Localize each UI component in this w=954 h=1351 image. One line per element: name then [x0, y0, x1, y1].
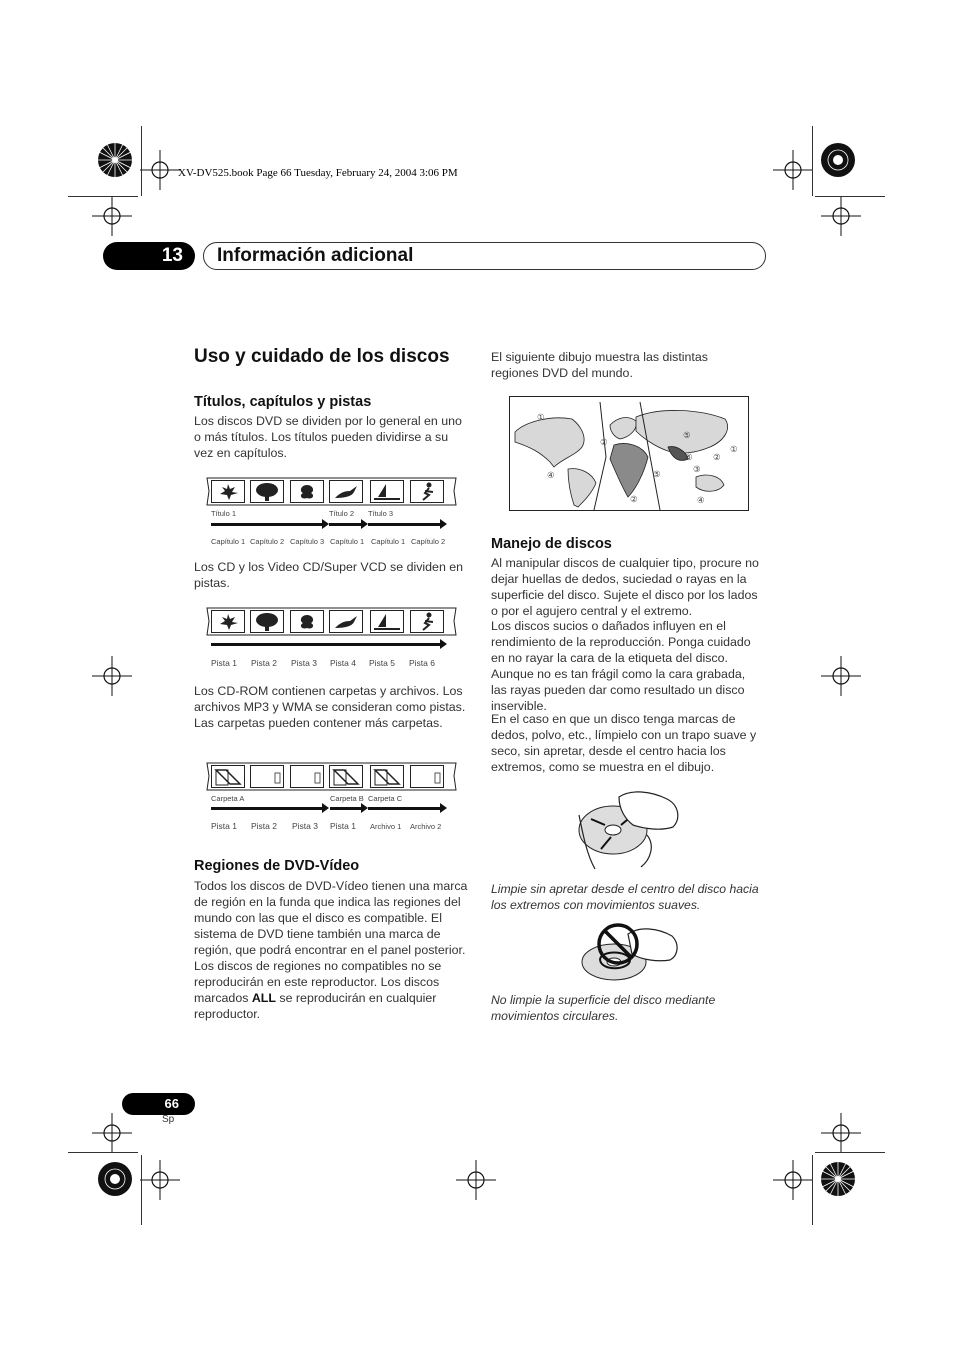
regions-text: Todos los discos de DVD-Vídeo tienen una marca de región en la funda que indica las regiones del mundo con las que el disco es compatible. El sistema de DVD tiene también una marca de región, que podrá encontrar en el panel posterior. Los discos de regiones no compatibles no se reproducirán en este reproductor. Los discos marcados ALL se reproducirán en cualquier reproductor. [194, 879, 468, 1021]
region-number: ③ [693, 464, 701, 474]
cdrom-film-strip [205, 762, 458, 791]
title-label: Título 3 [368, 509, 394, 518]
crop-line [815, 196, 885, 197]
titles-heading: Títulos, capítulos y pistas [194, 394, 372, 410]
titles-text: Los discos DVD se dividen por lo general en uno o más títulos. Los títulos pueden dividirse a su vez en capítulos. [194, 414, 462, 460]
crosshair-mark-3 [92, 196, 132, 236]
handling-paragraph-3: En el caso en que un disco tenga marcas de dedos, polvo, etc., límpielo con un trapo suave y seco, sin apretar, desde el centro hacia los extremos, como se muestra en el dibujo. [491, 712, 757, 774]
handling-paragraph-1: Al manipular discos de cualquier tipo, procure no dejar huellas de dedos, suciedad o rayas en la superficie del disco. Sujete el disco por los lados o por el agujero central y el extremo. [491, 556, 759, 618]
disc-cleaning-incorrect-illustration [578, 922, 682, 986]
chapter-label: Capítulo 2 [411, 537, 446, 546]
file-image-icon [410, 765, 444, 788]
region-number: ⑤ [653, 469, 661, 479]
registration-mark-bottom-right [818, 1159, 858, 1199]
region-number: ⑥ [685, 452, 693, 462]
leaf-image-icon [211, 610, 245, 633]
page-language: Sp [162, 1114, 175, 1125]
handling-paragraph-2: Los discos sucios o dañados influyen en el rendimiento de la reproducción. Ponga cuidado en no rayar la cara de la etiqueta del disco. Aunque no es tan frágil como la cara grabada, las rayas pueden dar como resultado un disco inservible. [491, 619, 751, 713]
crosshair-mark-7 [92, 1113, 132, 1153]
skater-image-icon [410, 480, 444, 503]
caption-incorrect: No limpie la superficie del disco mediante movimientos circulares. [491, 993, 716, 1023]
windsurf-image-icon [370, 610, 404, 633]
tree-image-icon [250, 610, 284, 633]
folder-image-icon [211, 765, 245, 788]
crop-line [68, 196, 138, 197]
title-1-arrow [211, 523, 323, 526]
leaf-image-icon [211, 480, 245, 503]
folder-label: Carpeta A [211, 794, 245, 803]
registration-mark-top-right [818, 140, 858, 180]
chapter-label: Capítulo 1 [371, 537, 406, 546]
cd-text: Los CD y los Video CD/Super VCD se dividen en pistas. [194, 560, 464, 590]
region-number: ② [713, 452, 721, 462]
track-label: Pista 1 [211, 658, 237, 668]
tree-image-icon [250, 480, 284, 503]
chapter-number: 13 [103, 242, 195, 270]
region-number: ④ [547, 470, 555, 480]
file-image-icon [290, 765, 324, 788]
crosshair-mark-4 [821, 196, 861, 236]
crop-line [141, 126, 142, 196]
registration-mark-bottom-left [95, 1159, 135, 1199]
crosshair-mark-11 [773, 1160, 813, 1200]
disc-cleaning-correct-illustration [575, 785, 685, 870]
title-3-arrow [368, 523, 441, 526]
region-number: ① [730, 444, 738, 454]
windsurf-image-icon [370, 480, 404, 503]
bird-image-icon [329, 480, 363, 503]
registration-mark-top-left [95, 140, 135, 180]
file-label: Pista 3 [292, 821, 318, 831]
chapter-label: Capítulo 3 [290, 537, 325, 546]
folder-b-arrow [330, 807, 362, 810]
track-label: Pista 3 [291, 658, 317, 668]
page-number: 66 [122, 1093, 195, 1115]
chapter-label: Capítulo 1 [330, 537, 365, 546]
dvd-region-map [509, 396, 749, 511]
track-label: Pista 6 [409, 658, 435, 668]
section-title: Uso y cuidado de los discos [194, 346, 450, 367]
file-label: Archivo 1 [370, 822, 402, 831]
skater-image-icon [410, 610, 444, 633]
flower-image-icon [290, 610, 324, 633]
file-label: Archivo 2 [410, 822, 442, 831]
crop-line [141, 1155, 142, 1225]
folder-c-arrow [368, 807, 441, 810]
crop-line [812, 126, 813, 196]
region-number: ④ [697, 495, 705, 505]
crosshair-mark-10 [456, 1160, 496, 1200]
cdrom-text: Los CD-ROM contienen carpetas y archivos. Los archivos MP3 y WMA se consideran como pistas. Las carpetas pueden contener más carpetas. [194, 684, 466, 730]
flower-image-icon [290, 480, 324, 503]
regions-heading: Regiones de DVD-Vídeo [194, 858, 360, 874]
print-header: XV-DV525.book Page 66 Tuesday, February 24, 2004 3:06 PM [178, 167, 458, 179]
chapter-label: Capítulo 2 [250, 537, 285, 546]
cd-film-strip [205, 607, 458, 636]
handling-heading: Manejo de discos [491, 536, 612, 552]
folder-a-arrow [211, 807, 323, 810]
crop-line [812, 1155, 813, 1225]
folder-image-icon [370, 765, 404, 788]
crosshair-mark-1 [140, 150, 180, 190]
map-intro: El siguiente dibujo muestra las distintas regiones DVD del mundo. [491, 350, 708, 380]
file-label: Pista 1 [211, 821, 237, 831]
chapter-label: Capítulo 1 [211, 537, 246, 546]
crosshair-mark-8 [821, 1113, 861, 1153]
region-number: ① [537, 412, 545, 422]
region-number: ⑤ [683, 430, 691, 440]
file-label: Pista 1 [330, 821, 356, 831]
title-label: Título 1 [211, 509, 237, 518]
bird-image-icon [329, 610, 363, 633]
title-2-arrow [329, 523, 362, 526]
region-number: ② [630, 494, 638, 504]
crosshair-mark-9 [140, 1160, 180, 1200]
track-label: Pista 4 [330, 658, 356, 668]
region-number: ② [600, 437, 608, 447]
track-label: Pista 5 [369, 658, 395, 668]
crosshair-mark-6 [821, 656, 861, 696]
track-label: Pista 2 [251, 658, 277, 668]
caption-correct: Limpie sin apretar desde el centro del disco hacia los extremos con movimientos suaves. [491, 882, 759, 912]
file-image-icon [250, 765, 284, 788]
tracks-arrow [211, 643, 441, 646]
chapter-title: Información adicional [217, 245, 414, 266]
crop-line [815, 1152, 885, 1153]
file-label: Pista 2 [251, 821, 277, 831]
folder-label: Carpeta C [368, 794, 403, 803]
folder-label: Carpeta B [330, 794, 364, 803]
crosshair-mark-2 [773, 150, 813, 190]
crosshair-mark-5 [92, 656, 132, 696]
folder-image-icon [329, 765, 363, 788]
dvd-film-strip [205, 477, 458, 506]
title-label: Título 2 [329, 509, 355, 518]
crop-line [68, 1152, 138, 1153]
